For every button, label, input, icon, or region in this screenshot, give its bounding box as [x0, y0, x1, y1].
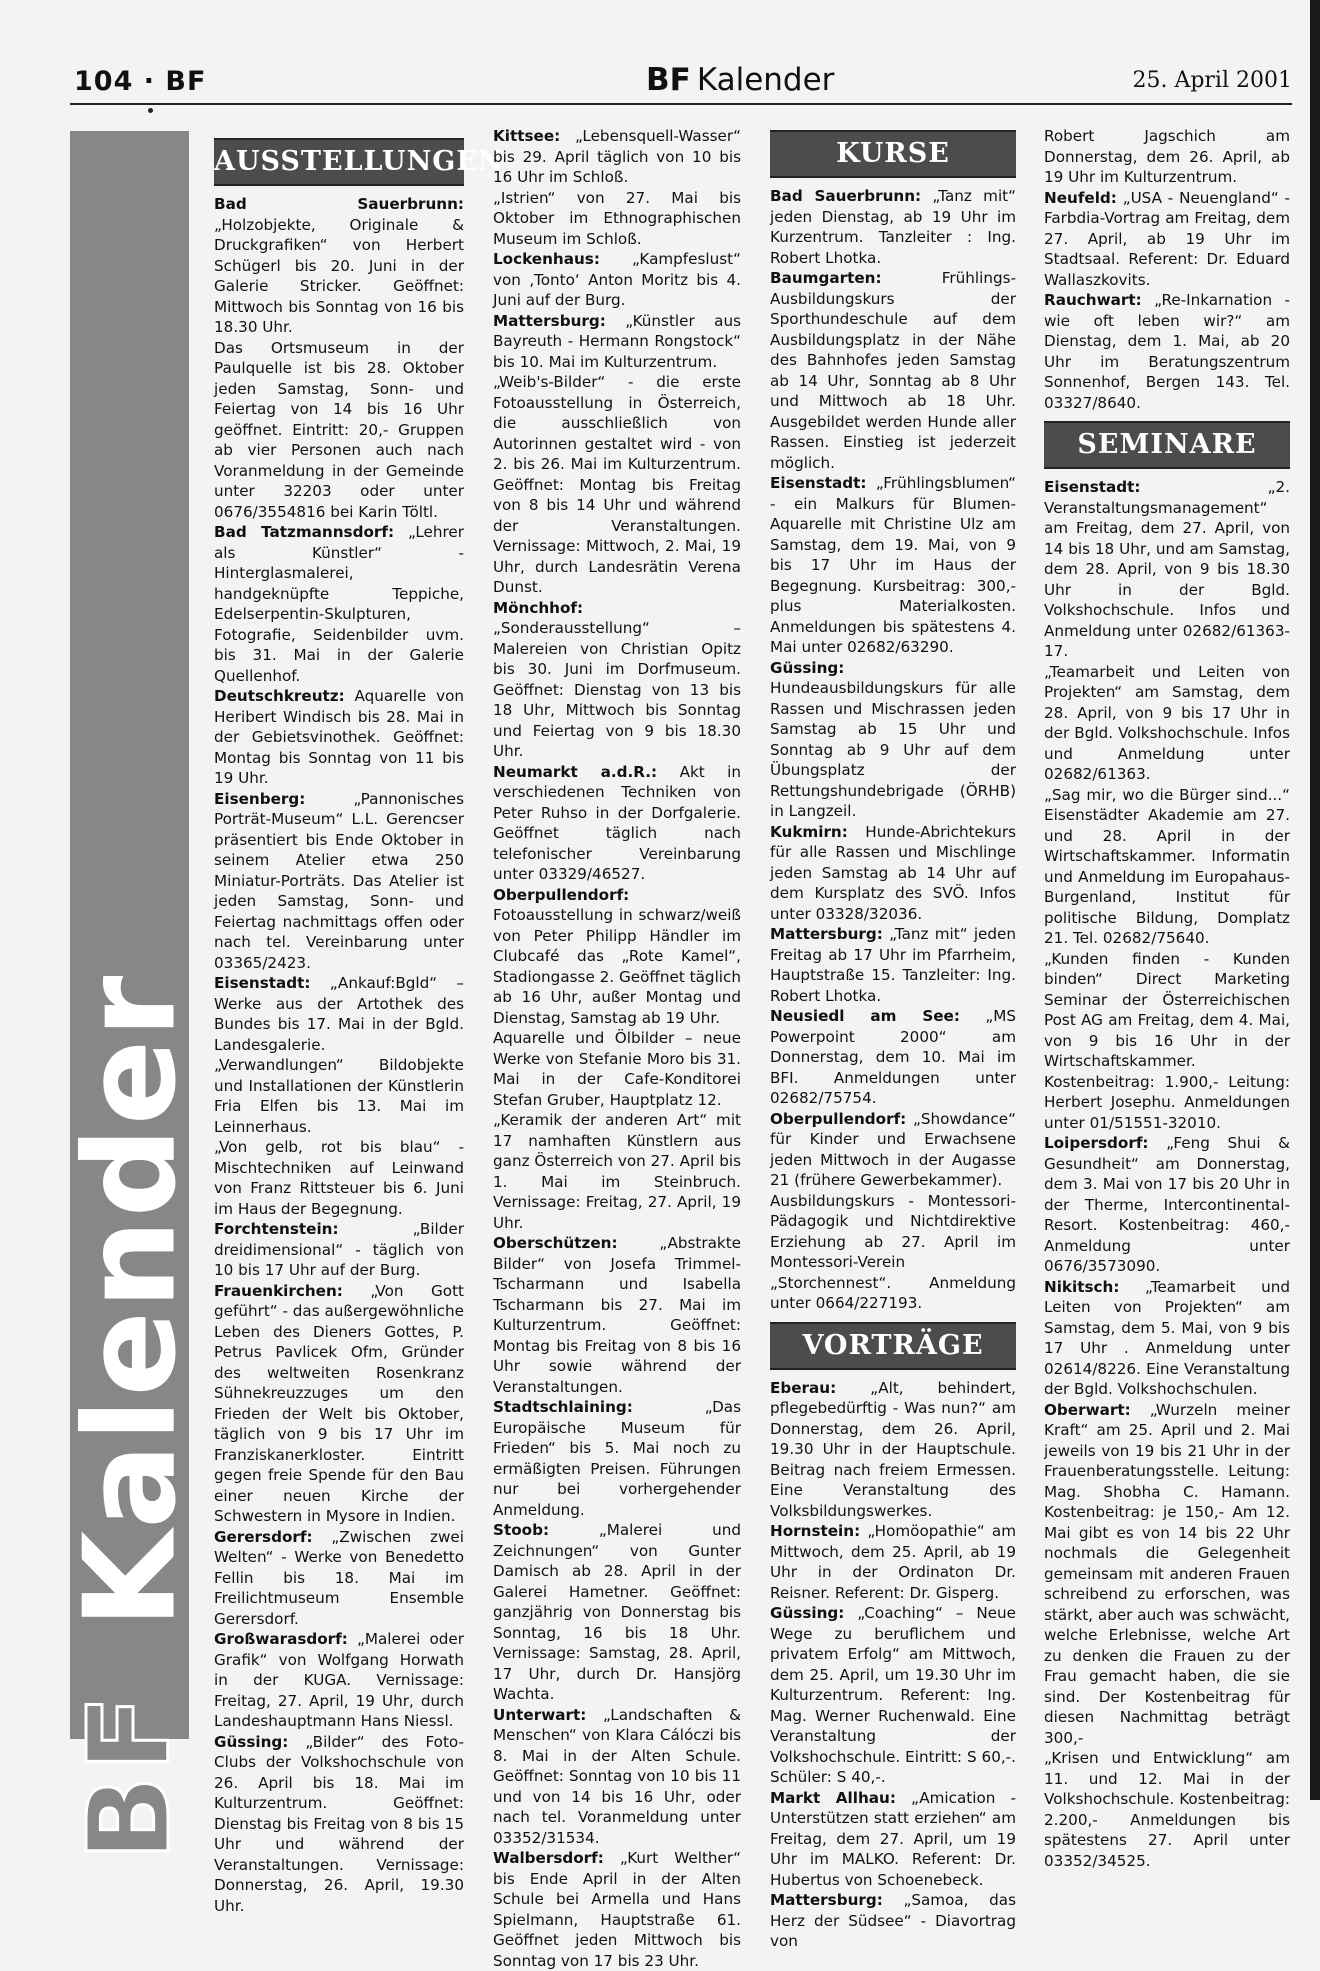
- listing-text: „Das Europäische Museum für Frieden“ bis 5. Mai noch zu ermäßigten Preisen. Führungen nur bei vorhergehender Anmeldung.: [493, 1398, 741, 1519]
- listing-entry: [770, 473, 1016, 658]
- listing-location: Neusiedl am See:: [770, 1007, 960, 1025]
- listing-text: „Keramik der anderen Art“ mit 17 namhaften Künstlern aus ganz Österreich von 27. April bis 1. Mai im Steinbruch. Vernissage: Freitag, 27. April, 19 Uhr.: [493, 1111, 741, 1232]
- listing-entry: [214, 194, 464, 338]
- listing-entry: [214, 973, 464, 1055]
- listing-location: Güssing:: [770, 1604, 845, 1622]
- listing-entry: [770, 1109, 1016, 1191]
- listing-text: „Lehrer als Künstler“ - Hinterglasmalerei, handgeknüpfte Teppiche, Edelserpentin-Skulpturen, Fotografie, Seidenbilder uvm. bis 31. Mai in der Galerie Quellenhof.: [214, 523, 464, 685]
- listing-entry: [214, 1732, 464, 1917]
- listing-text: „Teamarbeit und Leiten von Projekten“ am Samstag, dem 28. April, von 9 bis 17 Uhr in der Bgld. Volkshochschule. Infos und Anmeldung unter 02682/61363.: [1044, 662, 1290, 783]
- listing-text: „Amication - Unterstützen statt erziehen“ am Freitag, dem 27. April, um 19 Uhr im MALKO. Referent: Dr. Hubertus von Schoenebeck.: [770, 1788, 1016, 1889]
- section-heading-ausstellungen: AUSSTELLUNGEN: [214, 138, 464, 186]
- listing-text: „Holzobjekte, Originale & Druckgrafiken“ von Herbert Schügerl bis 20. Juni in der Galerie Stricker. Geöffnet: Mittwoch bis Sonntag von 16 bis 18.30 Uhr.: [214, 215, 464, 336]
- listing-entry: [493, 1028, 741, 1110]
- listing-text: „Sag mir, wo die Bürger sind...“ Eisenstädter Akademie am 27. und 28. April in der Wirtschaftskammer. Informatin und Anmeldung im Europahaus-Burgenland, Institut für politische Bildung, Domplatz 21. Tel. 02682/75640.: [1044, 785, 1290, 947]
- listing-entry: [214, 1219, 464, 1281]
- listing-entry: [214, 338, 464, 523]
- listing-location: Markt Allhau:: [770, 1788, 896, 1807]
- listing-location: Nikitsch:: [1044, 1277, 1120, 1296]
- listing-entry: [493, 1848, 741, 1971]
- listing-text: „Bilder dreidimensional“ - täglich von 10 bis 17 Uhr auf der Burg.: [214, 1220, 464, 1279]
- title-brand: BF: [646, 62, 691, 98]
- listing-location: Kukmirn:: [770, 822, 848, 841]
- listing-text: Robert Jagschich am Donnerstag, dem 26. April, ab 19 Uhr im Kulturzentrum.: [1044, 127, 1290, 186]
- listing-entry: [1044, 1748, 1290, 1871]
- listing-text: „USA - Neuengland“ - Farbdia-Vortrag am Freitag, dem 27. April, ab 19 Uhr im Stadtsaal. Referent: Dr. Eduard Wallaszkovits.: [1044, 188, 1290, 289]
- listing-location: Eisenberg:: [214, 789, 306, 808]
- page-header: [70, 60, 1292, 102]
- listing-text: Hundeausbildungskurs für alle Rassen und Mischrassen jeden Samstag ab 15 Uhr und Sonntag ab 9 Uhr auf dem Übungsplatz der Rettungshundebrigade (ÖRHB) in Langzeil.: [770, 679, 1016, 820]
- listing-entry: [493, 598, 741, 762]
- listing-entry: [770, 1191, 1016, 1314]
- sidebar-word: Kalender: [56, 973, 204, 1629]
- header-dot: [148, 108, 153, 113]
- column-2: [493, 126, 741, 1971]
- listing-text: „Feng Shui & Gesundheit“ am Donnerstag, dem 3. Mai von 17 bis 20 Uhr in der Therme, Intercontinental-Resort. Kostenbeitrag: 460,- Anmeldung unter 0676/3573090.: [1044, 1134, 1290, 1275]
- listing-text: „Ankauf:Bgld“ – Werke aus der Artothek des Bundes bis 17. Mai in der Bgld. Landesgalerie.: [214, 974, 464, 1054]
- listing-text: „Tanz mit“ jeden Dienstag, ab 19 Uhr im Kurzentrum. Tanzleiter : Ing. Robert Lhotka.: [770, 187, 1016, 267]
- listing-entry: [770, 1006, 1016, 1109]
- listing-text: Aquarelle und Ölbilder – neue Werke von Stefanie Moro bis 31. Mai in der Cafe-Konditorei Stefan Gruber, Hauptplatz 12.: [493, 1029, 741, 1109]
- listing-entry: [493, 1705, 741, 1849]
- listing-text: „Kunden finden - Kunden binden“ Direct Marketing Seminar der Österreichischen Post AG am Freitag, dem 4. Mai, von 9 bis 16 Uhr in der Wirtschaftskammer. Kostenbeitrag: 1.900,- Leitung: Herbert Josephu. Anmeldungen unter 01/51551-32010.: [1044, 949, 1290, 1132]
- listing-entry: [493, 1233, 741, 1397]
- listing-text: „Teamarbeit und Leiten von Projekten“ am Samstag, dem 5. Mai, von 9 bis 17 Uhr . Anmeldung unter 02614/8226. Eine Veranstaltung der Bgld. Volkshochschulen.: [1044, 1277, 1290, 1398]
- listing-group: [493, 126, 741, 1971]
- listing-entry: [1044, 949, 1290, 1134]
- listing-location: Bad Tatzmannsdorf:: [214, 523, 395, 541]
- listing-location: Güssing:: [214, 1732, 289, 1751]
- listing-text: „Frühlingsblumen“ - ein Malkurs für Blumen-Aquarelle mit Christine Ulz am Samstag, dem 19. Mai, von 9 bis 17 Uhr im Haus der Begegnung. Kursbeitrag: 300,- plus Materialkosten. Anmeldungen bis spätestens 4. Mai unter 02682/63290.: [770, 474, 1016, 656]
- listing-text: „Weib's-Bilder“ - die erste Fotoausstellung in Österreich, die ausschließlich von Autorinnen gestaltet wird - von 2. bis 26. Mai im Kulturzentrum. Geöffnet: Montag bis Freitag von 8 bis 14 Uhr und während der Veranstaltungen. Vernissage: Mittwoch, 2. Mai, 19 Uhr, durch Landesrätin Verena Dunst.: [493, 373, 741, 596]
- listing-entry: [214, 522, 464, 686]
- listing-entry: [1044, 188, 1290, 291]
- listing-location: Loipersdorf:: [1044, 1134, 1149, 1152]
- page-number: 104 · BF: [74, 66, 207, 97]
- listing-text: „Von gelb, rot bis blau“ - Mischtechniken auf Leinwand von Franz Rittsteuer bis 6. Juni im Haus der Begegnung.: [214, 1138, 464, 1218]
- listing-text: „Pannonisches Porträt-Museum“ L.L. Gerencser präsentiert bis Ende Oktober in seinem Atelier etwa 250 Miniatur-Porträts. Das Atelier ist jeden Samstag, Sonn- und Feiertag nachmittags offen oder nach tel. Vereinbarung unter 03365/2423.: [214, 789, 464, 972]
- listing-location: Mönchhof:: [493, 598, 584, 617]
- listing-location: Eisenstadt:: [770, 474, 867, 492]
- listing-location: Mattersburg:: [493, 311, 606, 330]
- listing-entry: [493, 1397, 741, 1520]
- listing-location: Oberpullendorf:: [770, 1109, 907, 1128]
- listing-entry: [214, 686, 464, 789]
- listing-location: Hornstein:: [770, 1522, 861, 1540]
- listing-location: Lockenhaus:: [493, 250, 600, 268]
- listing-location: Stoob:: [493, 1521, 550, 1539]
- listing-text: Frühlings-Ausbildungskurs der Sporthundeschule auf dem Ausbildungsplatz in der Nähe des Bahnhofes jeden Samstag ab 14 Uhr, Sonntag ab 8 Uhr und Mittwoch ab 18 Uhr. Ausgebildet werden Hunde aller Rassen. Einstieg ist jederzeit möglich.: [770, 269, 1016, 472]
- listing-entry: [1044, 126, 1290, 188]
- listing-entry: [770, 268, 1016, 473]
- listing-text: „MS Powerpoint 2000“ am Donnerstag, dem 10. Mai im BFI. Anmeldungen unter 02682/75754.: [770, 1007, 1016, 1107]
- listing-entry: [1044, 290, 1290, 413]
- listing-entry: [1044, 477, 1290, 662]
- column-3: [770, 130, 1016, 1952]
- listing-entry: [770, 1521, 1016, 1603]
- listing-entry: [493, 885, 741, 1029]
- listing-location: Bad Sauerbrunn:: [214, 195, 464, 213]
- listing-text: „2. Veranstaltungsmanagement“ am Freitag, dem 27. April, von 14 bis 18 Uhr, und am Samstag, dem 28. April, von 9 bis 18.30 Uhr in der Bgld. Volkshochschule. Infos und Anmeldung unter 02682/61363-17.: [1044, 478, 1290, 660]
- listing-location: Neumarkt a.d.R.:: [493, 762, 658, 781]
- listing-entry: [493, 311, 741, 373]
- listing-location: Eberau:: [770, 1378, 837, 1397]
- listing-entry: [770, 1890, 1016, 1952]
- listing-text: „Zwischen zwei Welten“ - Werke von Benedetto Fellin bis 18. Mai im Freilichtmuseum Ensemble Gerersdorf.: [214, 1527, 464, 1628]
- column-1: [214, 138, 504, 1916]
- listing-text: „Coaching“ – Neue Wege zu beruflichem und privatem Erfolg“ am Mittwoch, dem 25. April, um 19.30 Uhr im Kulturzentrum. Referent: Ing. Mag. Werner Ruchenwald. Eine Veranstaltung der Volkshochschule. Eintritt: S 60,-. Schüler: S 40,-.: [770, 1604, 1016, 1786]
- listing-text: „Sonderausstellung“ – Malereien von Christian Opitz bis 30. Juni im Dorfmuseum. Geöffnet: Dienstag von 13 bis 18 Uhr, Mittwoch bis Sonntag und Feiertag von 9 bis 18.30 Uhr.: [493, 619, 741, 760]
- listing-entry: [214, 1055, 464, 1137]
- listing-location: Walbersdorf:: [493, 1849, 604, 1867]
- listing-entry: [770, 1378, 1016, 1522]
- listing-text: Akt in verschiedenen Techniken von Peter Ruhso in der Dorfgalerie. Geöffnet täglich nach telefonischer Vereinbarung unter 03329/46527.: [493, 762, 742, 883]
- listing-text: „Künstler aus Bayreuth - Hermann Rongstock“ bis 10. Mai im Kulturzentrum.: [493, 311, 741, 371]
- listing-text: „Landschaften & Menschen“ von Klara Cálóczi bis 8. Mai in der Alten Schule. Geöffnet: Sonntag von 10 bis 11 und von 14 bis 16 Uhr, oder nach tel. Voranmeldung unter 03352/31534.: [493, 1705, 741, 1847]
- listing-entry: [214, 1137, 464, 1219]
- title-text: Kalender: [696, 62, 835, 98]
- listing-text: „Homöopathie“ am Mittwoch, dem 25. April, ab 19 Uhr in der Ordinaton Dr. Reisner. Referent: Dr. Gisperg.: [770, 1522, 1016, 1602]
- listing-text: „Verwandlungen“ Bildobjekte und Installationen der Künstlerin Fria Elfen bis 13. Mai im Leinnerhaus.: [214, 1056, 464, 1136]
- listing-location: Stadtschlaining:: [493, 1398, 633, 1416]
- listing-entry: [214, 1629, 464, 1732]
- listing-location: Bad Sauerbrunn:: [770, 187, 922, 205]
- listing-location: Unterwart:: [493, 1705, 587, 1724]
- listing-entry: [493, 762, 741, 885]
- listing-entry: [770, 1788, 1016, 1891]
- listing-entry: [493, 126, 741, 188]
- listing-location: Baumgarten:: [770, 269, 882, 287]
- section-heading-vortraege: VORTRÄGE: [770, 1322, 1016, 1370]
- listing-text: Fotoausstellung in schwarz/weiß von Peter Philipp Händler im Clubcafé das „Rote Kamel“, Stadiongasse 2. Geöffnet täglich ab 16 Uhr, außer Montag und Dienstag, Samstag ab 19 Uhr.: [493, 906, 741, 1027]
- section-heading-seminare: SEMINARE: [1044, 421, 1290, 469]
- listing-location: Mattersburg:: [770, 1891, 883, 1909]
- header-rule: [70, 103, 1292, 105]
- listing-entry: [214, 1527, 464, 1630]
- page-title: [646, 62, 834, 98]
- listing-location: Kittsee:: [493, 127, 561, 145]
- listing-entry: [214, 789, 464, 974]
- listing-entry: [1044, 785, 1290, 949]
- listing-text: Ausbildungskurs - Montessori-Pädagogik und Nichtdirektive Erziehung ab 27. April im Montessori-Verein „Storchennest“. Anmeldung unter 0664/227193.: [770, 1191, 1016, 1312]
- listing-group: [770, 186, 1016, 1314]
- listing-location: Gerersdorf:: [214, 1527, 313, 1546]
- column-4: [1044, 126, 1290, 1871]
- listing-text: „Samoa, das Herz der Südsee“ - Diavortrag von: [770, 1891, 1016, 1950]
- listing-text: „Wurzeln meiner Kraft“ am 25. April und 2. Mai jeweils von 19 bis 21 Uhr in der Frauenberatungsstelle. Leitung: Mag. Shobha C. Hamann. Kostenbeitrag: je 150,- Am 12. Mai gibt es von 14 bis 22 Uhr nochmals die Gelegenheit gemeinsam mit anderen Frauen schreibend zu erforschen, was stärkt, aber auch was schwächt, welche Erlebnisse, welche Art zu denken die Frauen zu der Frau gemacht haben, die sie sind. Der Kostenbeitrag für diesen Nachmittag beträgt 300,-: [1044, 1400, 1290, 1747]
- scan-edge: [1310, 0, 1320, 1800]
- section-heading-kurse: KURSE: [770, 130, 1016, 178]
- listing-text: „Krisen und Entwicklung“ am 11. und 12. Mai in der Volkshochschule. Kostenbeitrag: 2.200,- Anmeldungen bis spätestens 27. April unter 03352/34525.: [1044, 1749, 1290, 1870]
- listing-group: [1044, 477, 1290, 1871]
- bf-logo: BF: [65, 1691, 195, 1861]
- listing-text: „Von Gott geführt“ - das außergewöhnliche Leben des Dieners Gottes, P. Petrus Pavlicek Ofm, Gründer des weltweiten Rosenkranz Sühnekreuzzuges um den Frieden der Welt bis Oktober, täglich von 9 bis 17 Uhr im Franziskanerkloster. Eintritt gegen freie Spende für den Bau einer neuen Kirche der Schwestern in Mysore in Indien.: [214, 1281, 465, 1525]
- listing-location: Güssing:: [770, 658, 845, 677]
- listing-text: „Kampfeslust“ von ‚Tonto‘ Anton Moritz bis 4. Juni auf der Burg.: [493, 250, 741, 309]
- listing-group: [770, 1378, 1016, 1952]
- listing-text: Aquarelle von Heribert Windisch bis 28. Mai in der Gebietsvinothek. Geöffnet: Montag bis Sonntag von 11 bis 19 Uhr.: [214, 687, 464, 787]
- listing-location: Frauenkirchen:: [214, 1281, 343, 1300]
- listing-location: Großwarasdorf:: [214, 1630, 348, 1648]
- listing-entry: [770, 1603, 1016, 1788]
- listing-text: „Showdance“ für Kinder und Erwachsene jeden Mittwoch in der Augasse 21 (frühere Gewerbekammer).: [770, 1109, 1016, 1189]
- listing-entry: [1044, 1133, 1290, 1277]
- listing-location: Deutschkreutz:: [214, 687, 345, 705]
- listing-text: „Malerei und Zeichnungen“ von Gunter Damisch ab 28. April in der Galerei Hametner. Geöffnet: ganzjährig von Donnerstag bis Sonntag, 16 bis 18 Uhr. Vernissage: Samstag, 28. April, 17 Uhr, durch Dr. Hansjörg Wachta.: [493, 1521, 741, 1703]
- listing-text: „Alt, behindert, pflegebedürftig - Was nun?“ am Donnerstag, dem 26. April, 19.30 Uhr in der Hauptschule. Beitrag nach freiem Ermessen. Eine Veranstaltung des Volksbildungswerkes.: [770, 1378, 1016, 1520]
- listing-location: Oberpullendorf:: [493, 885, 630, 904]
- listing-entry: [1044, 1277, 1290, 1400]
- listing-group: [1044, 126, 1290, 413]
- listing-location: Eisenstadt:: [214, 974, 311, 992]
- listing-text: Das Ortsmuseum in der Paulquelle ist bis 28. Oktober jeden Samstag, Sonn- und Feiertag von 14 bis 16 Uhr geöffnet. Eintritt: 20,- Gruppen ab vier Personen auch nach Voranmeldung in der Gemeinde unter 32203 oder unter 0676/3554816 bei Karin Töltl.: [214, 338, 464, 521]
- listing-entry: [493, 1520, 741, 1705]
- listing-entry: [493, 249, 741, 311]
- listing-entry: [770, 822, 1016, 925]
- listing-entry: [770, 924, 1016, 1006]
- listing-entry: [770, 658, 1016, 822]
- listing-text: „Kurt Welther“ bis Ende April in der Alten Schule bei Armella und Hans Spielmann, Hauptstraße 61. Geöffnet jeden Mittwoch bis Sonntag von 17 bis 23 Uhr.: [493, 1849, 741, 1970]
- listing-text: „Re-Inkarnation - wie oft leben wir?“ am Dienstag, dem 1. Mai, ab 20 Uhr im Beratungszentrum Sonnenhof, Bergen 143. Tel. 03327/8640.: [1044, 291, 1290, 412]
- listing-location: Rauchwart:: [1044, 291, 1142, 309]
- listing-text: „Tanz mit“ jeden Freitag ab 17 Uhr im Pfarrheim, Hauptstraße 15. Tanzleiter: Ing. Robert Lhotka.: [770, 925, 1016, 1005]
- listing-text: „Abstrakte Bilder“ von Josefa Trimmel-Tscharmann und Isabella Tscharmann bis 27. Mai im Kulturzentrum. Geöffnet: Montag bis Freitag von 8 bis 16 Uhr sowie während der Veranstaltungen.: [493, 1234, 741, 1396]
- listing-location: Neufeld:: [1044, 188, 1117, 207]
- listing-entry: [1044, 662, 1290, 785]
- listing-location: Mattersburg:: [770, 925, 883, 943]
- listing-entry: [1044, 1400, 1290, 1749]
- listing-text: „Istrien“ von 27. Mai bis Oktober im Ethnographischen Museum im Schloß.: [493, 188, 741, 248]
- listing-group: [214, 194, 464, 1916]
- listing-entry: [493, 372, 741, 598]
- listing-entry: [770, 186, 1016, 268]
- listing-text: „Bilder“ des Foto-Clubs der Volkshochschule von 26. April bis 18. Mai im Kulturzentrum. Geöffnet: Dienstag bis Freitag von 8 bis 15 Uhr und während der Veranstaltungen. Vernissage: Donnerstag, 26. April, 19.30 Uhr.: [214, 1732, 464, 1915]
- listing-text: Hunde-Abrichtekurs für alle Rassen und Mischlinge jeden Samstag ab 14 Uhr auf dem Kursplatz des SVÖ. Infos unter 03328/32036.: [770, 822, 1016, 923]
- listing-text: „Lebensquell-Wasser“ bis 29. April täglich von 10 bis 16 Uhr im Schloß.: [493, 127, 741, 186]
- sidebar-banner: [56, 131, 204, 1861]
- listing-entry: [493, 188, 741, 250]
- listing-location: Oberwart:: [1044, 1400, 1131, 1419]
- listing-text: „Malerei oder Grafik“ von Wolfgang Horwath in der KUGA. Vernissage: Freitag, 27. April, 19 Uhr, durch Landeshauptmann Hans Niessl.: [214, 1630, 464, 1730]
- listing-location: Eisenstadt:: [1044, 478, 1141, 496]
- listing-location: Oberschützen:: [493, 1234, 618, 1252]
- listing-entry: [493, 1110, 741, 1233]
- listing-entry: [214, 1281, 464, 1527]
- issue-date: 25. April 2001: [1132, 68, 1292, 93]
- listing-location: Forchtenstein:: [214, 1220, 339, 1238]
